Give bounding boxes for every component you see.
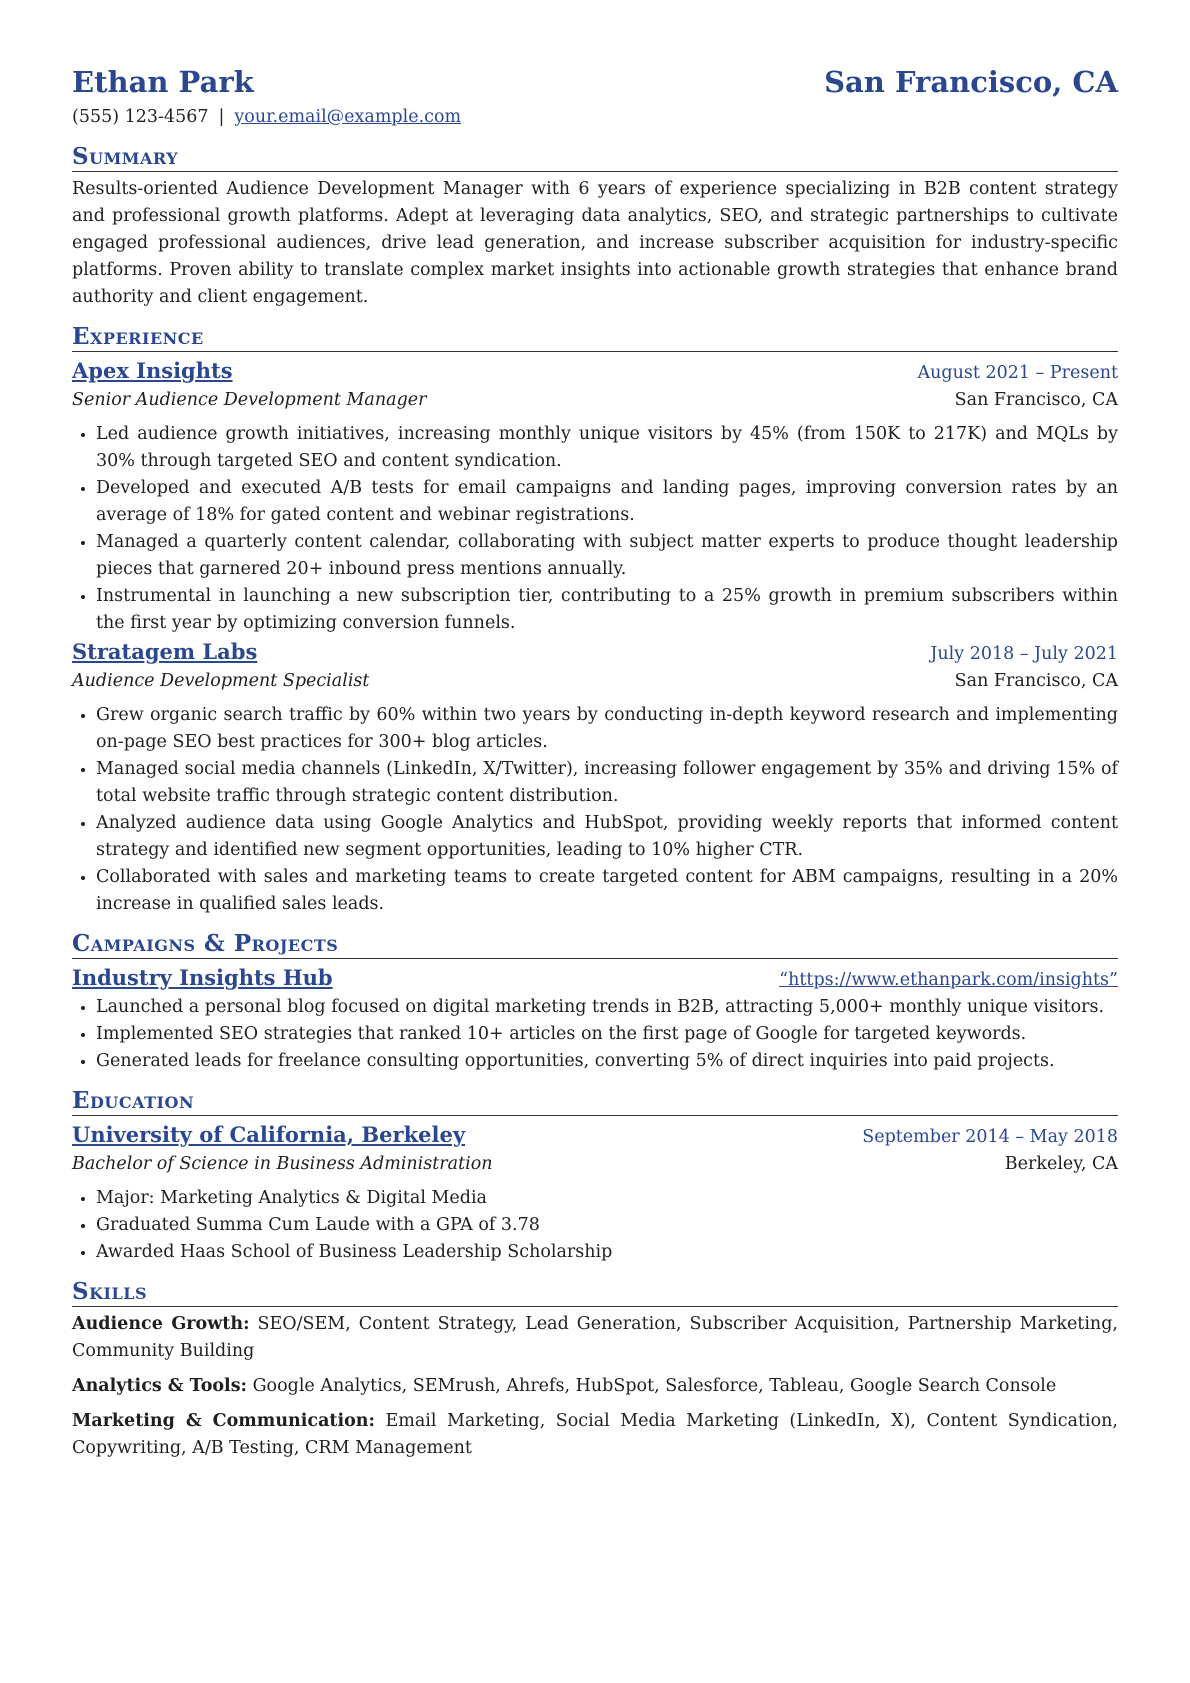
job-bullets xyxy=(72,702,1118,918)
skill-group xyxy=(72,1408,1118,1462)
education-bullets xyxy=(72,1185,1118,1266)
section-title-summary: Summary xyxy=(72,143,1118,172)
section-title-experience: Experience xyxy=(72,323,1118,352)
school-name[interactable]: University of California, Berkeley xyxy=(72,1122,466,1147)
project-bullets xyxy=(72,994,1118,1075)
bullet-item: • Major: Marketing Analytics & Digital Media xyxy=(96,1185,1118,1212)
section-title-education: Education xyxy=(72,1087,1118,1116)
job-bullets xyxy=(72,421,1118,637)
job-title: Senior Audience Development Manager xyxy=(72,390,427,410)
skill-items: Google Analytics, SEMrush, Ahrefs, HubSpot, Salesforce, Tableau, Google Search Console xyxy=(252,1376,1057,1396)
skill-category: Audience Growth: xyxy=(72,1314,250,1334)
bullet-item: • Analyzed audience data using Google Analytics and HubSpot, providing weekly reports that informed content strategy and identified new segment opportunities, leading to 10% higher CTR. xyxy=(96,810,1118,864)
bullet-item: • Graduated Summa Cum Laude with a GPA of 3.78 xyxy=(96,1212,1118,1239)
degree-title: Bachelor of Science in Business Administration xyxy=(72,1154,493,1174)
job-title: Audience Development Specialist xyxy=(72,671,370,691)
summary-text: Results-oriented Audience Development Manager with 6 years of experience specializing in B2B content strategy and professional growth platforms. Adept at leveraging data analytics, SEO, and strategic partnerships to cultivate engaged professional audiences, drive lead generation, and increase subscriber acquisition for industry-specific platforms. Proven ability to translate complex market insights into actionable growth strategies that enhance brand authority and client engagement. xyxy=(72,179,1118,307)
contact-line xyxy=(72,104,1118,131)
education-dates: September 2014 – May 2018 xyxy=(862,1127,1118,1147)
bullet-item: • Instrumental in launching a new subscription tier, contributing to a 25% growth in premium subscribers within the first year by optimizing conversion funnels. xyxy=(96,583,1118,637)
bullet-item: • Launched a personal blog focused on digital marketing trends in B2B, attracting 5,000+ monthly unique visitors. xyxy=(96,994,1118,1021)
school-location: Berkeley, CA xyxy=(1004,1154,1118,1174)
bullet-item: • Collaborated with sales and marketing teams to create targeted content for ABM campaigns, resulting in a 20% increase in qualified sales leads. xyxy=(96,864,1118,918)
section-title-skills: Skills xyxy=(72,1278,1118,1307)
project-name[interactable]: Industry Insights Hub xyxy=(72,965,333,990)
project-link[interactable]: “https://www.ethanpark.com/insights” xyxy=(779,970,1118,990)
candidate-location: San Francisco, CA xyxy=(824,65,1118,99)
section-title-projects: Campaigns & Projects xyxy=(72,930,1118,959)
company-name[interactable]: Stratagem Labs xyxy=(72,639,258,664)
skill-category: Analytics & Tools: xyxy=(72,1376,247,1396)
project-entry xyxy=(72,963,1118,1075)
skill-items: Email Marketing, Social Media Marketing (LinkedIn, X), Content Syndication, Copywriting, A/B Testing, CRM Management xyxy=(72,1411,1118,1458)
job-location: San Francisco, CA xyxy=(954,390,1118,410)
education-entry xyxy=(72,1120,1118,1266)
bullet-item: • Led audience growth initiatives, increasing monthly unique visitors by 45% (from 150K to 217K) and MQLs by 30% through targeted SEO and content syndication. xyxy=(96,421,1118,475)
bullet-item: • Grew organic search traffic by 60% within two years by conducting in-depth keyword research and implementing on-page SEO best practices for 300+ blog articles. xyxy=(96,702,1118,756)
skill-category: Marketing & Communication: xyxy=(72,1411,375,1431)
resume-header xyxy=(72,62,1118,102)
phone-number: (555) 123-4567 xyxy=(72,107,209,127)
candidate-name: Ethan Park xyxy=(72,65,254,99)
job-dates: July 2018 – July 2021 xyxy=(930,644,1118,664)
bullet-item: • Managed social media channels (LinkedIn, X/Twitter), increasing follower engagement by 35% and driving 15% of total website traffic through strategic content distribution. xyxy=(96,756,1118,810)
skill-items: SEO/SEM, Content Strategy, Lead Generation, Subscriber Acquisition, Partnership Marketing, Community Building xyxy=(72,1314,1118,1361)
bullet-item: • Generated leads for freelance consulting opportunities, converting 5% of direct inquiries into paid projects. xyxy=(96,1048,1118,1075)
bullet-item: • Developed and executed A/B tests for email campaigns and landing pages, improving conversion rates by an average of 18% for gated content and webinar registrations. xyxy=(96,475,1118,529)
contact-separator: | xyxy=(218,107,225,127)
bullet-item: • Awarded Haas School of Business Leadership Scholarship xyxy=(96,1239,1118,1266)
skill-group xyxy=(72,1311,1118,1365)
email-link[interactable]: your.email@example.com xyxy=(234,107,462,127)
job-location: San Francisco, CA xyxy=(954,671,1118,691)
skill-group xyxy=(72,1373,1118,1400)
job-entry-apex xyxy=(72,356,1118,637)
bullet-item: • Implemented SEO strategies that ranked 10+ articles on the first page of Google for targeted keywords. xyxy=(96,1021,1118,1048)
company-name[interactable]: Apex Insights xyxy=(72,358,233,383)
job-entry-stratagem xyxy=(72,637,1118,918)
job-dates: August 2021 – Present xyxy=(917,363,1118,383)
bullet-item: • Managed a quarterly content calendar, collaborating with subject matter experts to produce thought leadership pieces that garnered 20+ inbound press mentions annually. xyxy=(96,529,1118,583)
